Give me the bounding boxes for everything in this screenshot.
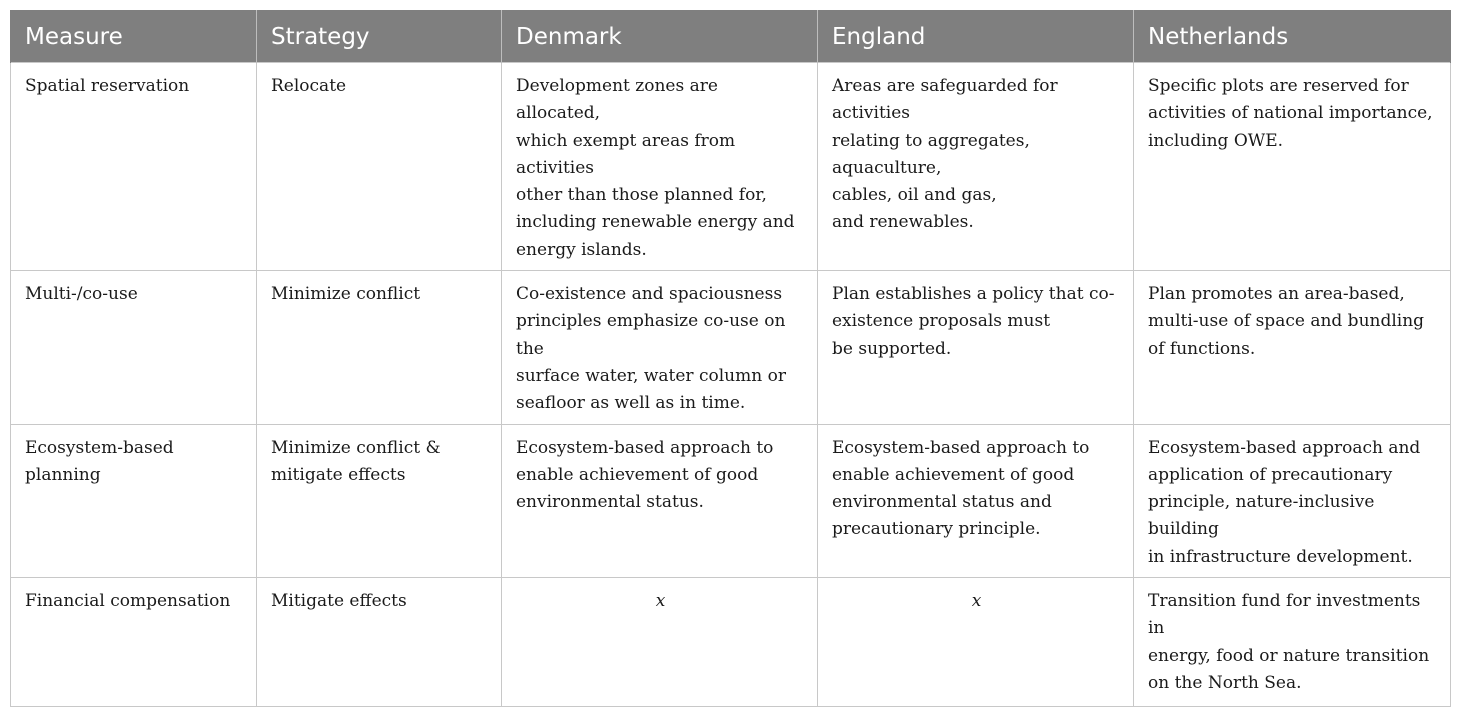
cell-denmark: Ecosystem-based approach to enable achievement of good environmental status.	[502, 424, 818, 577]
table-row	[11, 63, 1451, 271]
header-measure: Measure	[11, 11, 257, 63]
cell-strategy: Relocate	[257, 63, 502, 271]
cell-strategy: Minimize conflict	[257, 271, 502, 424]
cell-measure: Financial compensation	[11, 578, 257, 707]
cell-measure: Spatial reservation	[11, 63, 257, 271]
table-row	[11, 424, 1451, 577]
cell-england: Ecosystem-based approach to enable achievement of good environmental status and precautionary principle.	[818, 424, 1134, 577]
cell-strategy: Minimize conflict & mitigate effects	[257, 424, 502, 577]
header-strategy: Strategy	[257, 11, 502, 63]
comparison-table-container	[10, 10, 1450, 707]
cell-netherlands: Specific plots are reserved for activities of national importance, including OWE.	[1134, 63, 1451, 271]
cell-england: Areas are safeguarded for activities relating to aggregates, aquaculture, cables, oil and gas, and renewables.	[818, 63, 1134, 271]
cell-england: Plan establishes a policy that co- existence proposals must be supported.	[818, 271, 1134, 424]
cell-netherlands: Plan promotes an area-based, multi-use of space and bundling of functions.	[1134, 271, 1451, 424]
cell-strategy: Mitigate effects	[257, 578, 502, 707]
header-denmark: Denmark	[502, 11, 818, 63]
header-row	[11, 11, 1451, 63]
header-netherlands: Netherlands	[1134, 11, 1451, 63]
cell-measure: Multi-/co-use	[11, 271, 257, 424]
cell-measure: Ecosystem-based planning	[11, 424, 257, 577]
cell-denmark: Development zones are allocated, which exempt areas from activities other than those planned for, including renewable energy and energy islands.	[502, 63, 818, 271]
cell-england: x	[818, 578, 1134, 707]
comparison-table	[10, 10, 1451, 707]
cell-netherlands: Transition fund for investments in energy, food or nature transition on the North Sea.	[1134, 578, 1451, 707]
table-row	[11, 271, 1451, 424]
header-england: England	[818, 11, 1134, 63]
cell-denmark: Co-existence and spaciousness principles emphasize co-use on the surface water, water column or seafloor as well as in time.	[502, 271, 818, 424]
table-row	[11, 578, 1451, 707]
cell-denmark: x	[502, 578, 818, 707]
cell-netherlands: Ecosystem-based approach and application of precautionary principle, nature-inclusive building in infrastructure development.	[1134, 424, 1451, 577]
